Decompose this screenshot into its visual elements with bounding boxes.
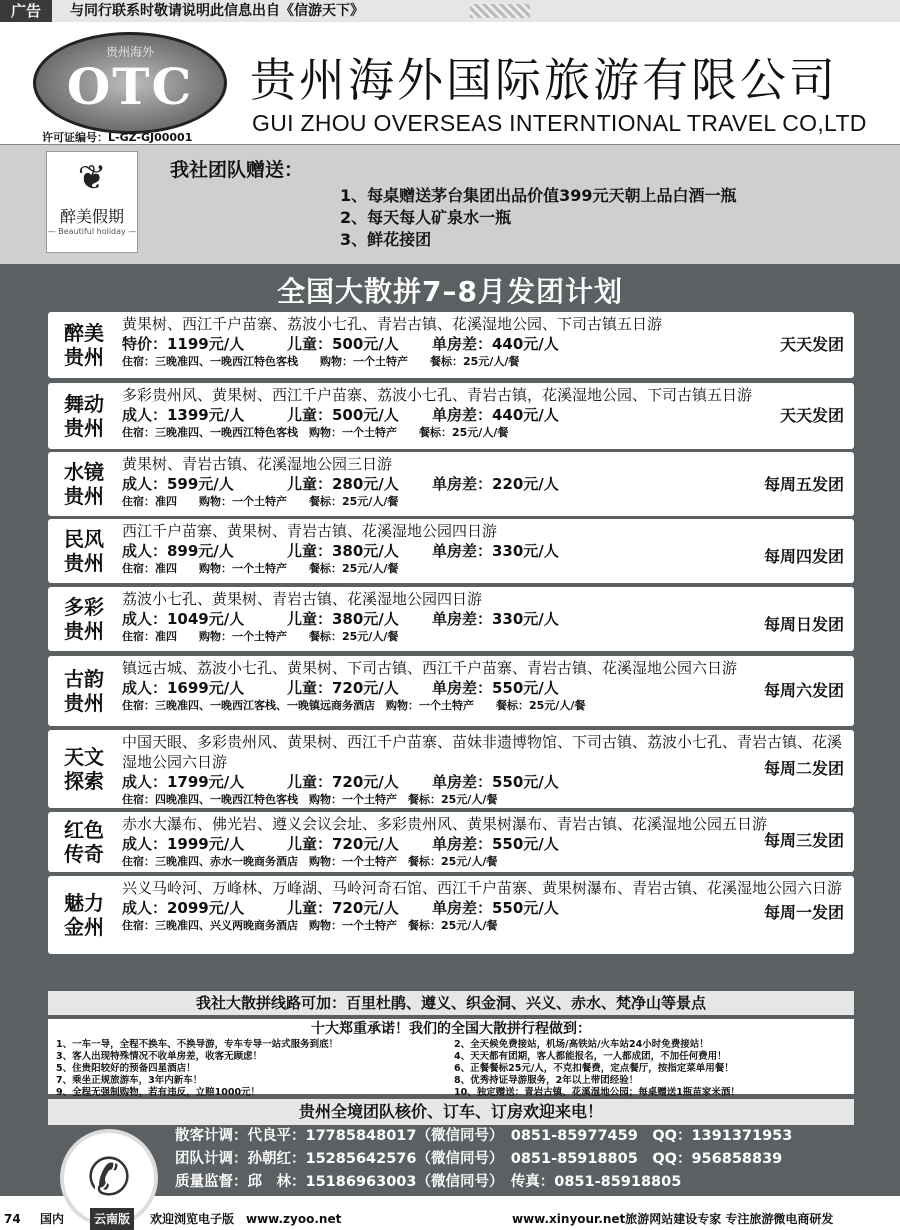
- decorative-pattern: [470, 4, 530, 18]
- route-schedule: 每周二发团: [763, 759, 844, 778]
- price-adult: 成人：1999元/人: [122, 835, 245, 853]
- route-itinerary: 赤水大瀑布、佛光岩、遵义会议会址、多彩贵州风、黄果树瀑布、青岩古镇、花溪湿地公园五日游: [122, 815, 768, 833]
- route-name-line: 贵州: [64, 345, 104, 369]
- promise-item: 5、住贵阳较好的预备四星酒店！: [56, 1063, 196, 1074]
- route-card: [48, 656, 854, 726]
- route-name-line: 水镜: [64, 460, 104, 484]
- license-number: 许可证编号：L-GZ-GJ00001: [42, 131, 193, 144]
- promise-item: 3、客人出现特殊情况不收单房差，收客无顾虑！: [56, 1051, 263, 1062]
- contact-line-group: 团队计调：孙朝红：15285642576（微信同号） 0851-85918805 QQ：956858839: [175, 1151, 783, 1167]
- price-single: 单房差：220元/人: [432, 475, 559, 493]
- price-child: 儿童：380元/人: [287, 542, 399, 560]
- route-name: [54, 321, 114, 369]
- promise-item: 10、独定赠送：青岩古镇、花溪湿地公园；每桌赠送1瓶苗家米酒！: [454, 1087, 740, 1098]
- route-name-line: 贵州: [64, 484, 104, 508]
- route-itinerary: 西江千户苗寨、黄果树、青岩古镇、花溪湿地公园四日游: [122, 522, 498, 540]
- promise-item: 6、正餐餐标25元/人，不克扣餐费，定点餐厅，按指定菜单用餐！: [454, 1063, 734, 1074]
- gift-item: 2、每天每人矿泉水一瓶: [340, 208, 512, 227]
- route-prices: [122, 609, 850, 629]
- route-name-line: 魅力: [64, 891, 104, 915]
- route-schedule: 每周一发团: [763, 903, 844, 922]
- footer-right-text: www.xinyour.net旅游网站建设专家 专注旅游微电商研发: [512, 1212, 834, 1226]
- route-name: [54, 595, 114, 643]
- promise-item: 4、天天都有团期，客人都能报名，一人都成团，不加任何费用！: [454, 1051, 727, 1062]
- company-name-cn: 贵州海外国际旅游有限公司: [250, 53, 838, 107]
- route-itinerary: 兴义马岭河、万峰林、万峰湖、马岭河奇石馆、西江千户苗寨、黄果树瀑布、青岩古镇、花溪湿地公园六日游: [122, 879, 843, 897]
- route-itinerary: 荔波小七孔、黄果树、青岩古镇、花溪湿地公园四日游: [122, 590, 483, 608]
- route-stay: 住宿：准四 购物：一个土特产 餐标：25元/人/餐: [122, 495, 399, 508]
- route-body: [122, 732, 850, 808]
- route-prices: [122, 541, 850, 561]
- price-adult: 成人：599元/人: [122, 475, 234, 493]
- route-itinerary: 镇远古城、荔波小七孔、黄果树、下司古镇、西江千户苗寨、青岩古镇、花溪湿地公园六日游: [122, 659, 738, 677]
- route-card: [48, 312, 854, 378]
- gift-section: [0, 144, 900, 265]
- promise-item: 7、乘坐正规旅游车，3年内新车！: [56, 1075, 203, 1086]
- logo-en-text: OTC: [66, 57, 194, 116]
- price-single: 单房差：330元/人: [432, 610, 559, 628]
- price-child: 儿童：720元/人: [287, 835, 399, 853]
- route-body: [122, 589, 850, 645]
- plan-title: 全国大散拼7–8月发团计划: [277, 275, 623, 308]
- route-itinerary: 黄果树、青岩古镇、花溪湿地公园三日游: [122, 455, 393, 473]
- route-prices: [122, 772, 850, 792]
- route-card: [48, 876, 854, 954]
- price-adult: 成人：1399元/人: [122, 406, 245, 424]
- route-name-line: 舞动: [64, 392, 104, 416]
- route-stay: 住宿：四晚准四、一晚西江特色客栈 购物：一个土特产 餐标：25元/人/餐: [122, 793, 498, 806]
- price-adult: 成人：1049元/人: [122, 610, 245, 628]
- promise-box: [48, 1019, 854, 1098]
- route-schedule: 每周三发团: [763, 831, 844, 850]
- contact-line-quality: 质量监督：邱 林：15186963003（微信同号） 传真：0851-85918805: [175, 1174, 682, 1190]
- route-itinerary: 黄果树、西江千户苗寨、荔波小七孔、青岩古镇、花溪湿地公园、下司古镇五日游: [122, 315, 663, 333]
- route-name-line: 探索: [64, 769, 104, 793]
- route-schedule: 天天发团: [779, 335, 844, 354]
- gift-item: 1、每桌赠送茅台集团出品价值399元天朝上品白酒一瓶: [340, 186, 737, 205]
- route-name-line: 贵州: [64, 691, 104, 715]
- price-single: 单房差：550元/人: [432, 835, 559, 853]
- promise-item: 8、优秀持证导游服务，2年以上带团经验！: [454, 1075, 639, 1086]
- route-name-line: 金州: [64, 915, 104, 939]
- price-child: 儿童：380元/人: [287, 610, 399, 628]
- route-stay: 住宿：准四 购物：一个土特产 餐标：25元/人/餐: [122, 562, 399, 575]
- route-prices: [122, 834, 850, 854]
- route-name-line: 民风: [64, 527, 104, 551]
- route-name-line: 贵州: [64, 416, 104, 440]
- price-child: 儿童：720元/人: [287, 773, 399, 791]
- route-body: [122, 385, 850, 441]
- page-number: 74: [4, 1212, 21, 1226]
- price-child: 儿童：720元/人: [287, 899, 399, 917]
- route-card: [48, 730, 854, 808]
- price-adult: 特价：1199元/人: [122, 335, 245, 353]
- route-itinerary: 多彩贵州风、黄果树、西江千户苗寨、荔波小七孔、青岩古镇，花溪湿地公园、下司古镇五日游: [122, 386, 753, 404]
- route-card: [48, 519, 854, 583]
- route-stay: 住宿：三晚准四、赤水一晚商务酒店 购物：一个土特产 餐标：25元/人/餐: [122, 855, 498, 868]
- tour-plan-section: [0, 264, 900, 1213]
- edition-badge: 云南版: [90, 1208, 134, 1230]
- route-stay: 住宿：三晚准四、一晚西江特色客栈 购物：一个土特产 餐标：25元/人/餐: [122, 355, 520, 368]
- promise-title: 十大郑重承诺！我们的全国大散拼行程做到：: [311, 1021, 591, 1037]
- phone-icon: ✆: [60, 1129, 158, 1227]
- footer-left-text: 欢迎浏览电子版 www.zyoo.net: [150, 1212, 342, 1226]
- route-prices: [122, 334, 850, 354]
- route-body: [122, 314, 850, 370]
- route-schedule: 每周六发团: [763, 681, 844, 700]
- section-label: 国内: [40, 1212, 65, 1226]
- otc-logo: [33, 32, 227, 134]
- gift-item: 3、鲜花接团: [340, 230, 432, 249]
- route-prices: [122, 678, 850, 698]
- contact-line-address: 地址：贵州省贵阳市云岩区枣山路雄骏国际大厦16楼10号: [175, 1197, 549, 1213]
- price-adult: 成人：2099元/人: [122, 899, 245, 917]
- route-stay: 住宿：三晚准四、兴义两晚商务酒店 购物：一个土特产 餐标：25元/人/餐: [122, 919, 498, 932]
- route-body: [122, 878, 850, 934]
- page-footer: [0, 1208, 900, 1230]
- addon-notice: 我社大散拼线路可加：百里杜鹃、遵义、织金洞、兴义、赤水、梵净山等景点: [48, 991, 854, 1015]
- contact-line-individual: 散客计调：代良平：17785848017（微信同号） 0851-85977459 QQ：1391371953: [175, 1128, 793, 1144]
- route-stay: 住宿：准四 购物：一个土特产 餐标：25元/人/餐: [122, 630, 399, 643]
- price-single: 单房差：440元/人: [432, 406, 559, 424]
- promise-item: 9、全程无强制购物，若有违反，立赔1000元！: [56, 1087, 261, 1098]
- route-name-line: 贵州: [64, 551, 104, 575]
- gift-list: [340, 185, 737, 251]
- price-adult: 成人：1699元/人: [122, 679, 245, 697]
- route-card: [48, 812, 854, 872]
- route-name: [54, 891, 114, 939]
- price-single: 单房差：330元/人: [432, 542, 559, 560]
- price-child: 儿童：500元/人: [287, 406, 399, 424]
- route-name: [54, 460, 114, 508]
- route-name-line: 古韵: [64, 667, 104, 691]
- route-body: [122, 521, 850, 577]
- route-schedule: 天天发团: [779, 406, 844, 425]
- route-name: [54, 392, 114, 440]
- source-note: 与同行联系时敬请说明此信息出自《信游天下》: [70, 3, 364, 19]
- route-name-line: 传奇: [64, 842, 104, 866]
- price-adult: 成人：899元/人: [122, 542, 234, 560]
- route-card: [48, 383, 854, 449]
- route-name: [54, 745, 114, 793]
- brand-subtitle: — Beautiful holiday —: [47, 227, 137, 236]
- logo-cn-text: 贵州海外: [105, 45, 154, 59]
- company-header: [0, 22, 900, 142]
- route-card: [48, 452, 854, 516]
- route-stay: 住宿：三晚准四、一晚西江特色客栈 购物：一个土特产 餐标：25元/人/餐: [122, 426, 509, 439]
- route-name-line: 多彩: [64, 595, 104, 619]
- price-single: 单房差：440元/人: [432, 335, 559, 353]
- beautiful-holiday-logo: [46, 151, 138, 253]
- route-schedule: 每周四发团: [763, 547, 844, 566]
- route-schedule: 每周日发团: [763, 615, 844, 634]
- route-body: [122, 814, 850, 870]
- route-schedule: 每周五发团: [763, 475, 844, 494]
- price-child: 儿童：720元/人: [287, 679, 399, 697]
- brand-name: 醉美假期: [59, 207, 124, 226]
- ad-tag: 广告: [0, 0, 52, 22]
- route-name: [54, 527, 114, 575]
- route-itinerary: 中国天眼、多彩贵州风、黄果树、西江千户苗寨、苗妹非遗博物馆、下司古镇、荔波小七孔、青岩古镇、花溪湿地公园六日游: [122, 733, 843, 771]
- route-body: [122, 454, 850, 510]
- contact-block: [0, 1128, 900, 1213]
- price-single: 单房差：550元/人: [432, 679, 559, 697]
- promise-col-left: [56, 1039, 456, 1099]
- price-child: 儿童：500元/人: [287, 335, 399, 353]
- price-adult: 成人：1799元/人: [122, 773, 245, 791]
- route-name: [54, 667, 114, 715]
- route-name-line: 红色: [64, 818, 104, 842]
- route-card: [48, 587, 854, 651]
- price-single: 单房差：550元/人: [432, 899, 559, 917]
- price-single: 单房差：550元/人: [432, 773, 559, 791]
- promise-item: 1、一车一导，全程不换车、不换导游，专车专导一站式服务到底！: [56, 1039, 339, 1050]
- route-prices: [122, 474, 850, 494]
- route-name: [54, 818, 114, 866]
- route-stay: 住宿：三晚准四、一晚西江客栈、一晚镇远商务酒店 购物：一个土特产 餐标：25元/人/餐: [122, 699, 586, 712]
- company-name-en: GUI ZHOU OVERSEAS INTERNTIONAL TRAVEL CO,LTD: [252, 110, 867, 136]
- promise-item: 2、全天候免费接站，机场/高铁站/火车站24小时免费接站！: [454, 1039, 709, 1050]
- route-name-line: 贵州: [64, 619, 104, 643]
- contact-lines: [175, 1125, 792, 1217]
- route-prices: [122, 898, 850, 918]
- route-name-line: 醉美: [64, 321, 104, 345]
- butterfly-icon: ❦: [77, 158, 107, 198]
- top-banner: [0, 0, 900, 23]
- gift-title: 我社团队赠送：: [170, 159, 304, 181]
- price-child: 儿童：280元/人: [287, 475, 399, 493]
- welcome-banner: 贵州全境团队核价、订车、订房欢迎来电！: [48, 1099, 854, 1125]
- route-body: [122, 658, 850, 714]
- route-name-line: 天文: [64, 745, 104, 769]
- promise-col-right: [454, 1039, 854, 1099]
- route-prices: [122, 405, 850, 425]
